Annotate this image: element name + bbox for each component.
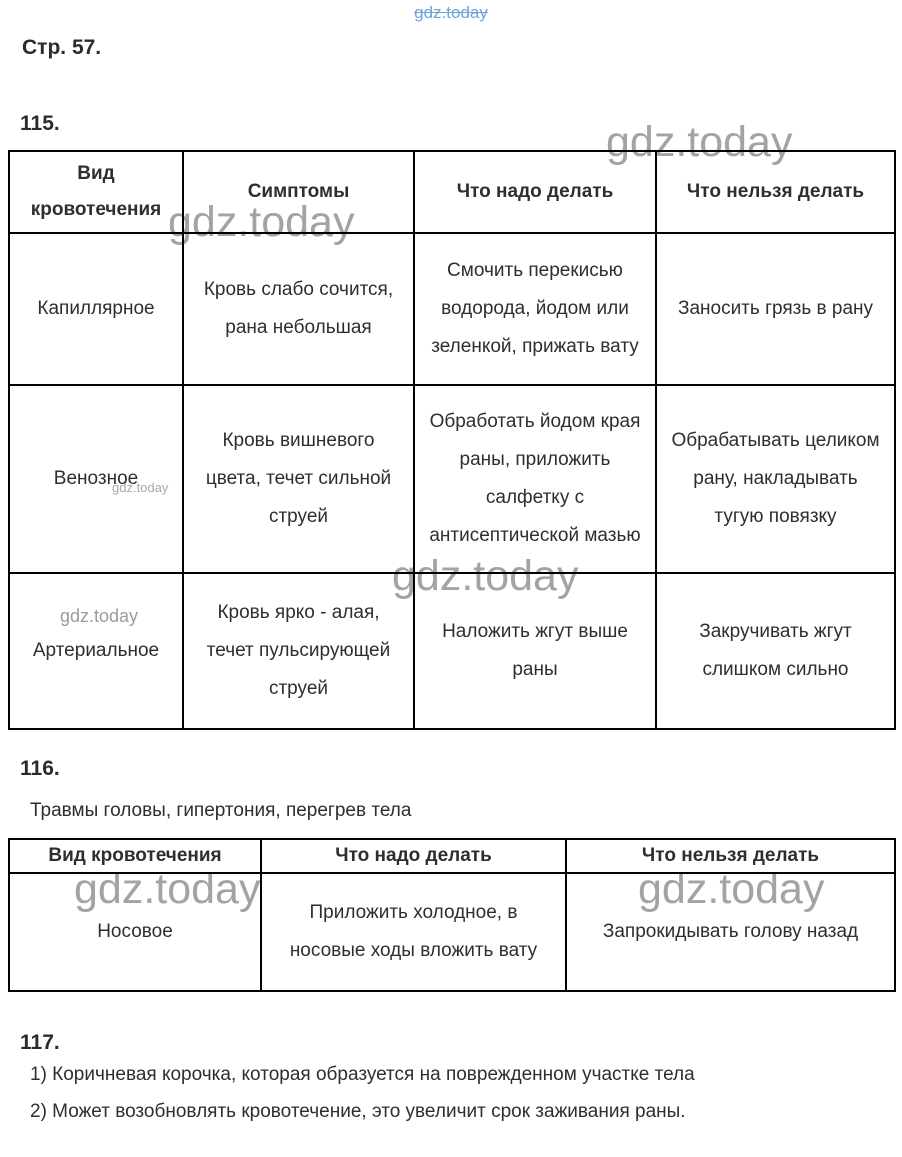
cell-what-not-to-do: Закручивать жгут слишком сильно	[656, 573, 895, 729]
section-116-number: 116.	[20, 757, 60, 780]
watermark: gdz.today	[638, 865, 825, 913]
watermark: gdz.today	[392, 552, 579, 600]
cell-what-not-to-do: Запрокидывать голову назад	[566, 873, 895, 991]
col-header-symptoms: Симптомы	[183, 151, 414, 233]
col-header-what-to-do: Что надо делать	[261, 839, 566, 873]
cell-bleeding-type: Венозное	[9, 385, 183, 573]
col-header-what-to-do: Что надо делать	[414, 151, 656, 233]
cell-symptoms: Кровь слабо сочится, рана небольшая	[183, 233, 414, 385]
cell-bleeding-type: Носовое	[9, 873, 261, 991]
watermark: gdz.today	[74, 865, 261, 913]
cell-what-to-do: Обработать йодом края раны, приложить салфетку с антисептической мазью	[414, 385, 656, 573]
bleeding-types-table	[8, 150, 896, 730]
cell-symptoms: Кровь вишневого цвета, течет сильной струей	[183, 385, 414, 573]
col-header-bleeding-type: Вид кровотечения	[9, 839, 261, 873]
page-label: Стр. 57.	[22, 36, 102, 59]
table-row-capillary	[9, 233, 895, 385]
watermark: gdz.today	[606, 118, 793, 166]
cell-what-to-do: Смочить перекисью водорода, йодом или зеленкой, прижать вату	[414, 233, 656, 385]
section-116-intro-text: Травмы головы, гипертония, перегрев тела	[30, 800, 412, 821]
section-117-number: 117.	[20, 1031, 60, 1054]
cell-what-to-do: Приложить холодное, в носовые ходы вложить вату	[261, 873, 566, 991]
answer-line-1: 1) Коричневая корочка, которая образуется на поврежденном участке тела	[30, 1064, 695, 1085]
watermark: gdz.today	[112, 480, 169, 495]
table-header-row	[9, 839, 895, 873]
table-row-nasal	[9, 873, 895, 991]
cell-what-not-to-do: Заносить грязь в рану	[656, 233, 895, 385]
table-row-venous	[9, 385, 895, 573]
watermark: gdz.today	[168, 198, 355, 246]
section-115-number: 115.	[20, 112, 60, 135]
col-header-what-not-to-do: Что нельзя делать	[656, 151, 895, 233]
site-watermark-link[interactable]: gdz.today	[414, 3, 488, 22]
cell-bleeding-type: Капиллярное	[9, 233, 183, 385]
col-header-bleeding-type: Вид кровотечения	[9, 151, 183, 233]
watermark: gdz.today	[60, 606, 139, 626]
cell-what-to-do: Наложить жгут выше раны	[414, 573, 656, 729]
cell-bleeding-type: Артериальное	[9, 573, 183, 729]
answer-line-2: 2) Может возобновлять кровотечение, это увеличит срок заживания раны.	[30, 1101, 686, 1122]
table-header-row	[9, 151, 895, 233]
cell-symptoms: Кровь ярко - алая, течет пульсирующей струей	[183, 573, 414, 729]
col-header-what-not-to-do: Что нельзя делать	[566, 839, 895, 873]
cell-what-not-to-do: Обрабатывать целиком рану, накладывать тугую повязку	[656, 385, 895, 573]
table-row-arterial	[9, 573, 895, 729]
nose-bleeding-table	[8, 838, 896, 992]
